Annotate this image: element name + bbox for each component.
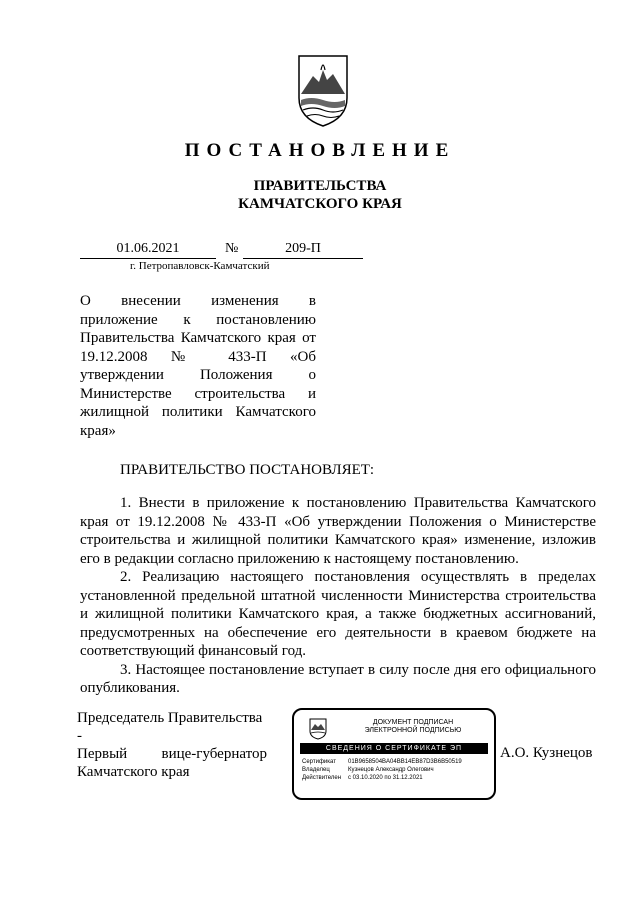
paragraph-2: 2. Реализацию настоящего постановления осуществлять в пределах установленной предельной штатной численности Министерства строительства и жилищной политики Камчатского края, а также бюджетных ассигнований, предусмотренных на обеспечение его деятельности в краевом бюджете на соответствующий финансовый год. xyxy=(80,569,596,659)
stamp-row-certificate xyxy=(302,758,490,766)
document-body xyxy=(80,494,596,698)
document-title: ПОСТАНОВЛЕНИЕ xyxy=(184,140,456,161)
stamp-header xyxy=(338,719,488,735)
stamp-value: с 03.10.2020 по 31.12.2021 xyxy=(348,775,423,781)
stamp-row-owner xyxy=(302,766,490,774)
stamp-label: Владелец xyxy=(302,767,330,773)
stamp-label: Сертификат xyxy=(302,759,336,765)
kamchatka-coat-of-arms-icon xyxy=(293,52,353,128)
position-line-3: Камчатского края xyxy=(77,764,190,780)
paragraph-3: 3. Настоящее постановление вступает в силу после дня его официального опубликования. xyxy=(80,661,596,696)
position-line-2: Первый вице-губернатор xyxy=(77,746,267,762)
stamp-header-line-1: ДОКУМЕНТ ПОДПИСАН xyxy=(372,719,454,726)
document-city: г. Петропавловск-Камчатский xyxy=(130,260,270,272)
issuer-line-2: КАМЧАТСКОГО КРАЯ xyxy=(238,196,402,212)
document-number: 209-П xyxy=(243,240,363,259)
stamp-row-validity xyxy=(302,774,490,782)
document-date: 01.06.2021 xyxy=(80,240,216,259)
number-sign: № xyxy=(225,241,239,256)
document-subject: О внесении изменения в приложение к постановлению Правительства Камчатского края от 19.12.2008 № 433-П «Об утверждении Положения о Министерстве строительства и жилищной политики Камчатского края» xyxy=(80,293,316,439)
stamp-label: Действителен xyxy=(302,775,342,781)
signatory-position xyxy=(77,709,267,781)
paragraph-1: 1. Внести в приложение к постановлению Правительства Камчатского края от 19.12.2008 № 433-П «Об утверждении Положения о Министерстве строительства и жилищной политики Камчатского края» изменение, изложив его в редакции согласно приложению к настоящему постановлению. xyxy=(80,495,596,567)
signatory-name: А.О. Кузнецов xyxy=(500,745,593,761)
electronic-signature-stamp xyxy=(292,708,496,800)
decree-heading: ПРАВИТЕЛЬСТВО ПОСТАНОВЛЯЕТ: xyxy=(120,462,375,478)
stamp-header-line-2: ЭЛЕКТРОННОЙ ПОДПИСЬЮ xyxy=(364,727,462,734)
stamp-value: 01B9658504BA04BB14EB87D3B6B50519 xyxy=(348,759,462,765)
stamp-emblem-icon xyxy=(308,718,328,740)
issuer-line-1: ПРАВИТЕЛЬСТВА xyxy=(253,178,387,194)
stamp-value: Кузнецов Александр Олегович xyxy=(348,767,434,773)
stamp-details xyxy=(302,758,490,782)
position-line-1: Председатель Правительства - xyxy=(77,710,263,744)
stamp-certificate-bar: СВЕДЕНИЯ О СЕРТИФИКАТЕ ЭП xyxy=(300,743,488,754)
